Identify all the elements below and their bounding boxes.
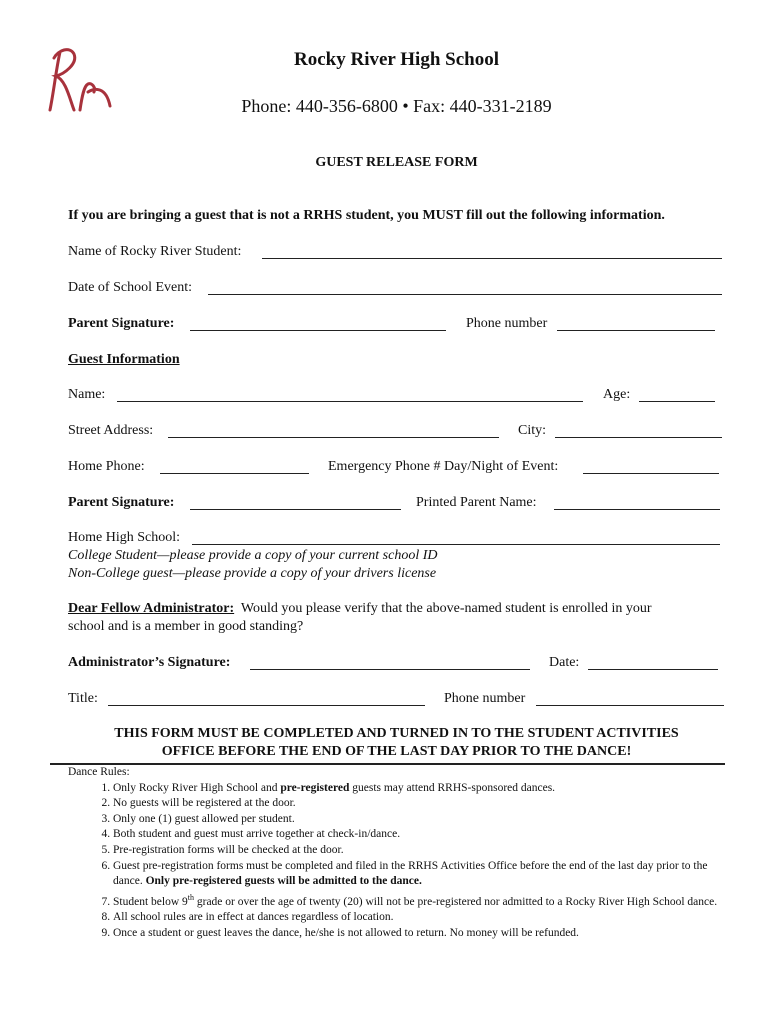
list-item: 2. No guests will be registered at the door. bbox=[113, 796, 718, 812]
event-date-label: Date of School Event: bbox=[68, 280, 193, 295]
address-label: Street Address: bbox=[68, 423, 154, 438]
parent-phone-label: Phone number bbox=[466, 316, 548, 331]
emergency-phone-label: Emergency Phone # Day/Night of Event: bbox=[328, 459, 559, 474]
list-item: 1. Only Rocky River High School and pre-registered guests may attend RRHS-sponsored dances. bbox=[113, 781, 718, 797]
parent-signature-field[interactable] bbox=[190, 330, 446, 331]
high-school-label: Home High School: bbox=[68, 530, 180, 545]
admin-title-field[interactable] bbox=[108, 705, 425, 706]
dance-rules bbox=[68, 765, 718, 941]
city-label: City: bbox=[518, 423, 547, 438]
admin-request bbox=[68, 601, 652, 617]
event-date-field[interactable] bbox=[208, 294, 722, 295]
noncollege-note: Non-College guest—please provide a copy of your drivers license bbox=[68, 566, 437, 581]
student-name-label: Name of Rocky River Student: bbox=[68, 244, 242, 259]
rules-heading: Dance Rules: bbox=[68, 766, 130, 778]
guest-parent-signature-label: Parent Signature: bbox=[68, 495, 175, 510]
admin-signature-field[interactable] bbox=[250, 669, 530, 670]
admin-salutation: Dear Fellow Administrator: bbox=[68, 601, 235, 616]
list-item: 9. Once a student or guest leaves the dance, he/she is not allowed to return. No money will be refunded. bbox=[113, 926, 718, 942]
admin-phone-label: Phone number bbox=[444, 691, 526, 706]
guest-age-field[interactable] bbox=[639, 401, 715, 402]
home-phone-field[interactable] bbox=[160, 473, 309, 474]
list-item: 5. Pre-registration forms will be checked at the door. bbox=[113, 843, 718, 859]
admin-date-field[interactable] bbox=[588, 669, 718, 670]
admin-phone-field[interactable] bbox=[536, 705, 724, 706]
admin-signature-label: Administrator’s Signature: bbox=[68, 655, 231, 670]
high-school-field[interactable] bbox=[192, 544, 720, 545]
contact-info: Phone: 440-356-6800 • Fax: 440-331-2189 bbox=[241, 96, 552, 116]
city-field[interactable] bbox=[555, 437, 722, 438]
student-name-field[interactable] bbox=[262, 258, 722, 259]
school-name: Rocky River High School bbox=[294, 49, 499, 70]
list-item: 6. Guest pre-registration forms must be completed and filed in the RRHS Activities Office before the end of the last day prior to the dance. Only pre-registered guests will be admitted to the dance. bbox=[113, 859, 718, 890]
form-title: GUEST RELEASE FORM bbox=[315, 155, 478, 170]
printed-name-label: Printed Parent Name: bbox=[416, 495, 537, 510]
list-item: 7. Student below 9th grade or over the age of twenty (20) will not be pre-registered nor admitted to a Rocky River High School dance. bbox=[113, 890, 718, 910]
guest-name-field[interactable] bbox=[117, 401, 583, 402]
guest-age-label: Age: bbox=[603, 387, 631, 402]
parent-signature-label: Parent Signature: bbox=[68, 316, 175, 331]
intro-text: If you are bringing a guest that is not a RRHS student, you MUST fill out the following information. bbox=[68, 208, 665, 223]
college-note: College Student—please provide a copy of your current school ID bbox=[68, 548, 438, 563]
list-item: 3. Only one (1) guest allowed per student. bbox=[113, 812, 718, 828]
guest-parent-signature-field[interactable] bbox=[190, 509, 401, 510]
admin-date-label: Date: bbox=[549, 655, 580, 670]
emergency-phone-field[interactable] bbox=[583, 473, 719, 474]
printed-name-field[interactable] bbox=[554, 509, 720, 510]
list-item: 8. All school rules are in effect at dances regardless of location. bbox=[113, 910, 718, 926]
guest-info-heading: Guest Information bbox=[68, 352, 180, 367]
guest-name-label: Name: bbox=[68, 387, 106, 402]
admin-title-label: Title: bbox=[68, 691, 98, 706]
parent-phone-field[interactable] bbox=[557, 330, 715, 331]
admin-request-line2: school and is a member in good standing? bbox=[68, 619, 304, 634]
address-field[interactable] bbox=[168, 437, 499, 438]
notice-line-2: OFFICE BEFORE THE END OF THE LAST DAY PRIOR TO THE DANCE! bbox=[161, 744, 632, 759]
rules-list bbox=[68, 781, 718, 942]
list-item: 4. Both student and guest must arrive together at check-in/dance. bbox=[113, 827, 718, 843]
notice-line-1: THIS FORM MUST BE COMPLETED AND TURNED IN TO THE STUDENT ACTIVITIES bbox=[114, 726, 679, 741]
home-phone-label: Home Phone: bbox=[68, 459, 145, 474]
admin-request-line1: Would you please verify that the above-named student is enrolled in your bbox=[240, 601, 652, 616]
